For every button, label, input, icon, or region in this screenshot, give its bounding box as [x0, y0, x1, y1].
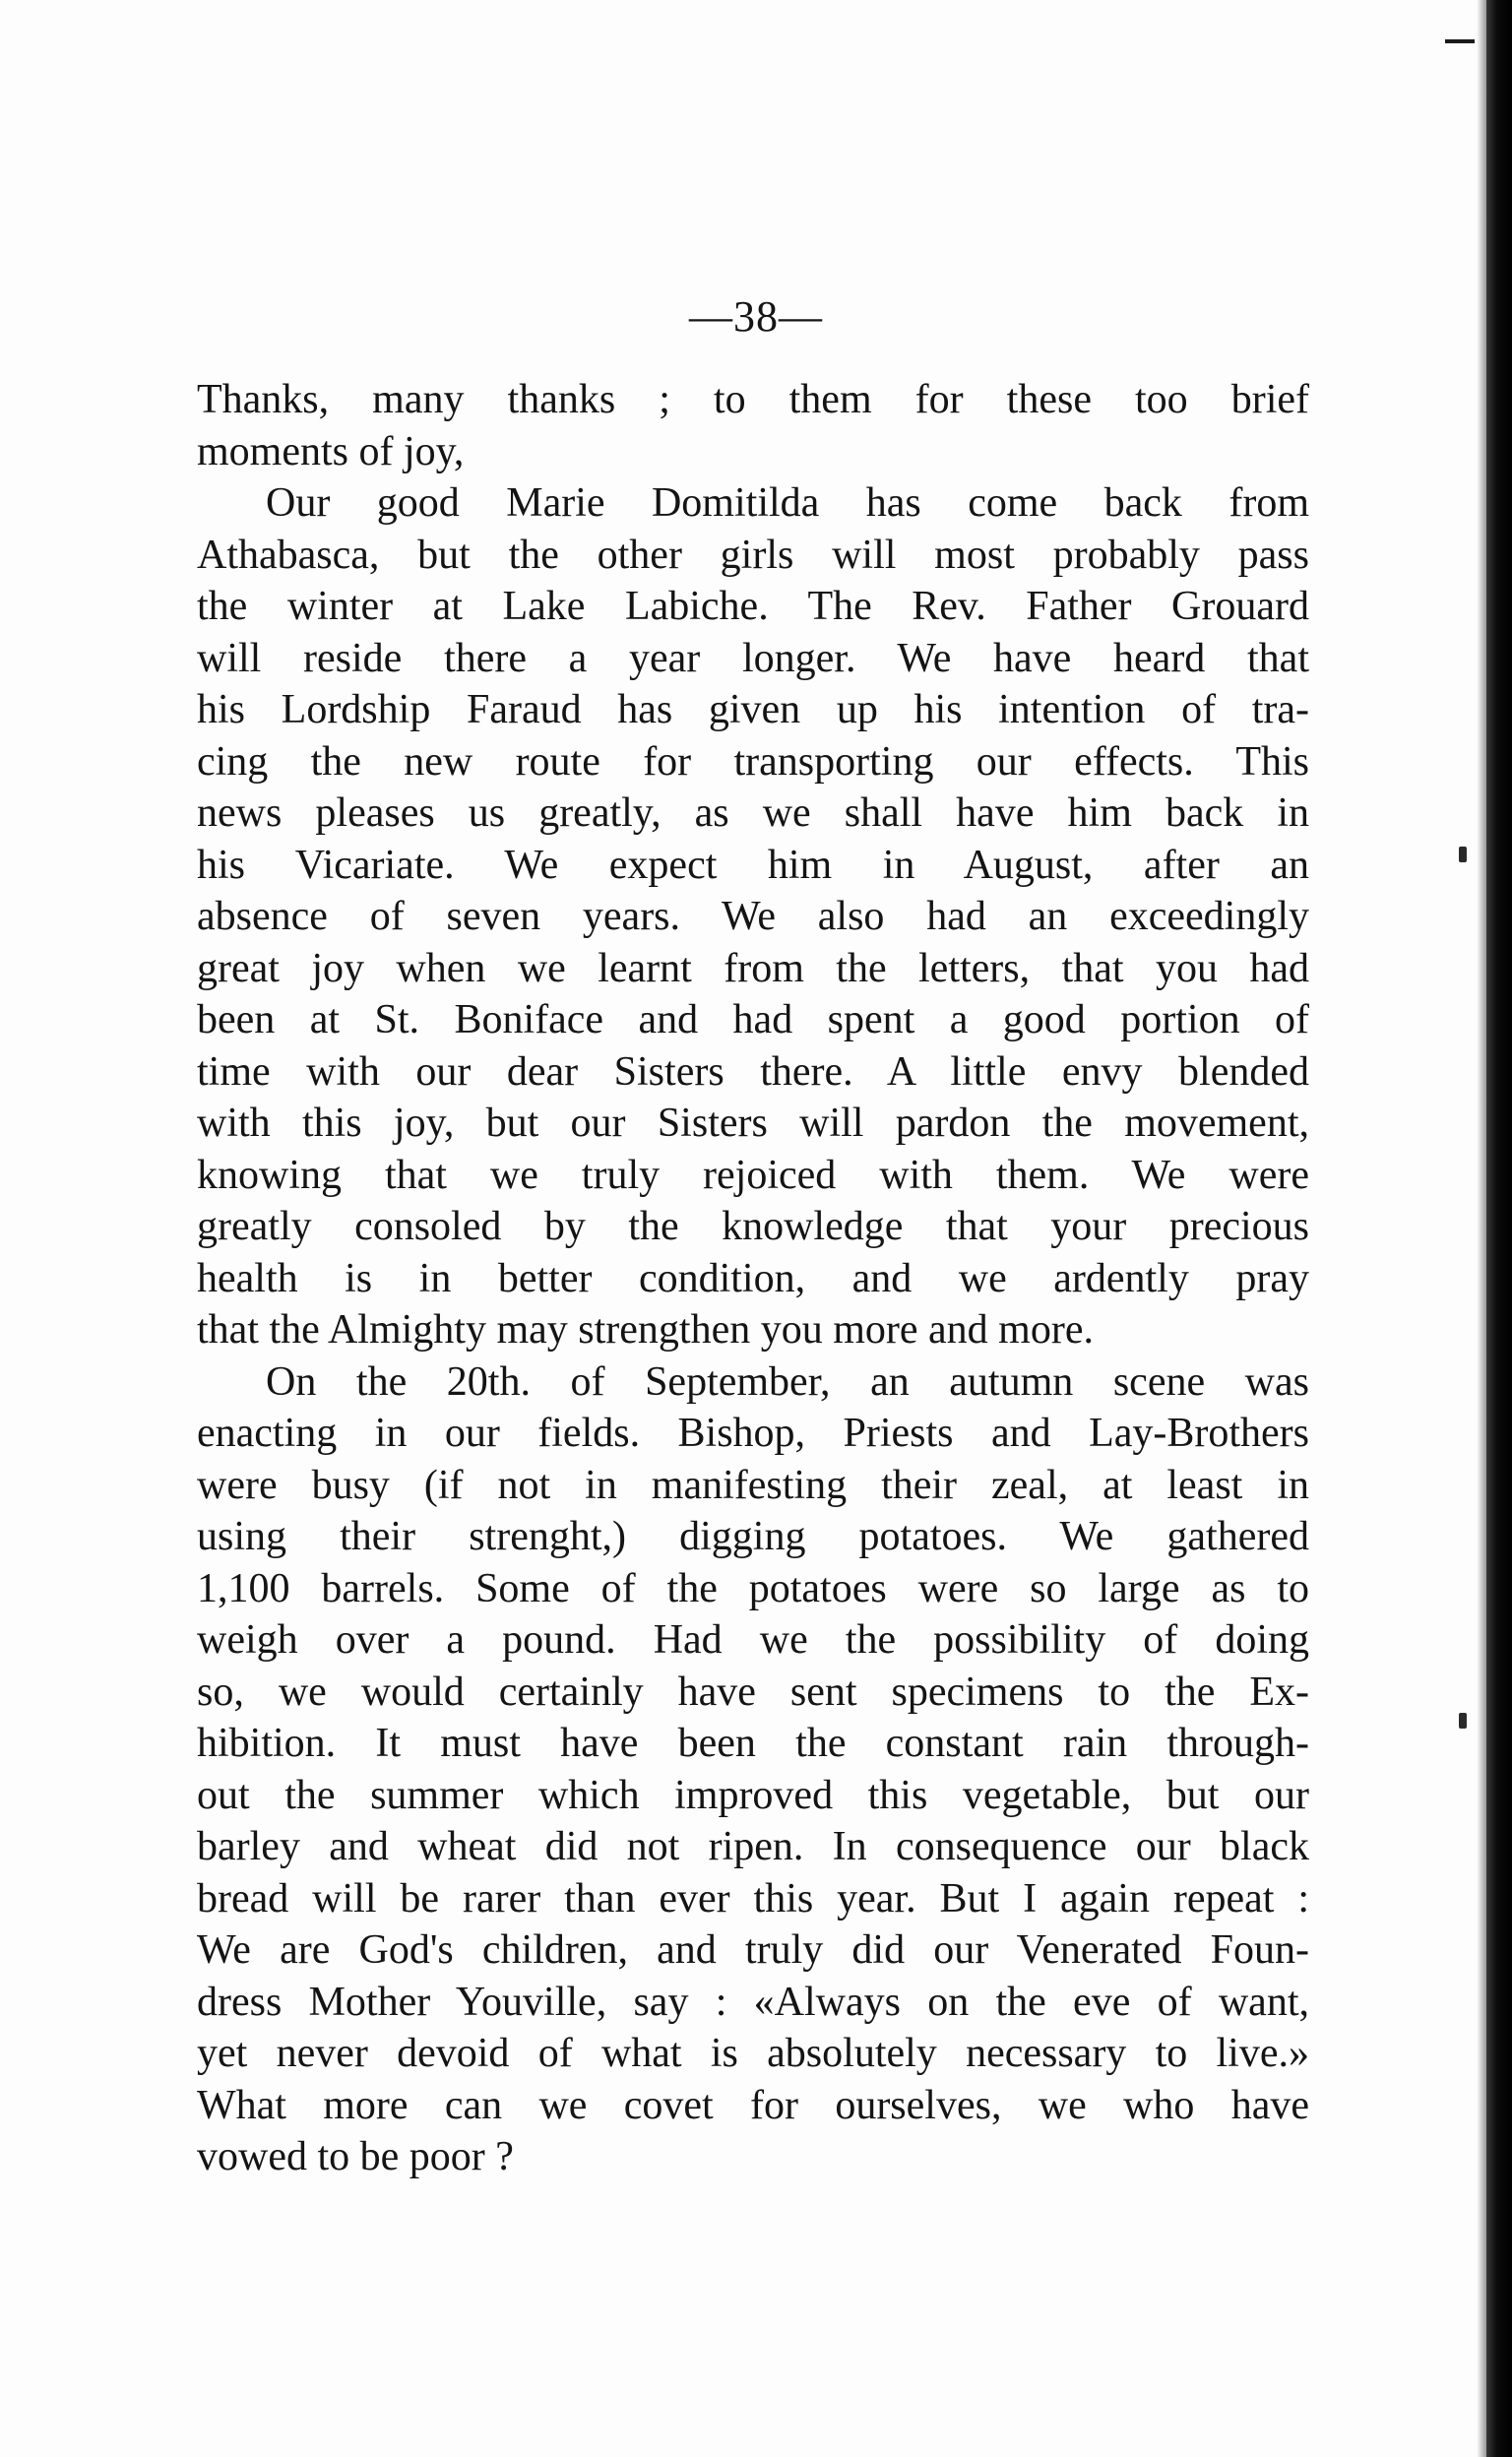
- text-line: greatly consoled by the knowledge that your precious: [197, 1204, 1309, 1249]
- text-line: with this joy, but our Sisters will pardon the movement,: [197, 1101, 1309, 1146]
- text-line: 1,100 barrels. Some of the potatoes were so large as to: [197, 1565, 1309, 1611]
- text-line: Our good Marie Domitilda has come back from: [266, 480, 1309, 526]
- margin-mark: [1459, 847, 1467, 862]
- text-line: time with our dear Sisters there. A little envy blended: [197, 1048, 1309, 1095]
- text-line: great joy when we learnt from the letters, that you had: [197, 945, 1309, 991]
- text-line: What more can we covet for ourselves, we who have: [197, 2082, 1309, 2128]
- text-line: that the Almighty may strengthen you more and more.: [197, 1307, 1094, 1353]
- text-line: out the summer which improved this vegetable, but our: [197, 1772, 1309, 1818]
- text-line: weigh over a pound. Had we the possibility of doing: [197, 1617, 1309, 1663]
- text-line: been at St. Boniface and had spent a good portion of: [197, 997, 1309, 1042]
- text-line: On the 20th. of September, an autumn scene was: [266, 1358, 1309, 1405]
- page-edge: [1477, 0, 1486, 2457]
- text-line: hibition. It must have been the constant rain through-: [197, 1721, 1309, 1766]
- body-text: [197, 374, 1309, 2183]
- margin-mark: [1459, 1713, 1467, 1729]
- text-line: yet never devoid of what is absolutely necessary to live.»: [197, 2031, 1309, 2076]
- text-line: his Vicariate. We expect him in August, after an: [197, 842, 1309, 888]
- text-line: dress Mother Youville, say : «Always on the eve of want,: [197, 1979, 1309, 2025]
- text-line: health is in better condition, and we ardently pray: [197, 1255, 1309, 1301]
- corner-mark: [1445, 39, 1475, 43]
- text-line: enacting in our fields. Bishop, Priests and Lay-Brothers: [197, 1411, 1309, 1456]
- text-line: bread will be rarer than ever this year. But I again repeat :: [197, 1875, 1309, 1922]
- text-line: barley and wheat did not ripen. In consequence our black: [197, 1824, 1309, 1869]
- text-line: using their strenght,) digging potatoes. We gathered: [197, 1514, 1309, 1559]
- page-number: —38—: [689, 292, 823, 341]
- text-line: knowing that we truly rejoiced with them. We were: [197, 1152, 1309, 1198]
- text-line: will reside there a year longer. We have heard that: [197, 635, 1309, 681]
- text-line: were busy (if not in manifesting their zeal, at least in: [197, 1462, 1309, 1508]
- text-line: Athabasca, but the other girls will most probably pass: [197, 532, 1309, 578]
- text-line: news pleases us greatly, as we shall have him back in: [197, 790, 1309, 836]
- text-line: We are God's children, and truly did our Venerated Foun-: [197, 1927, 1309, 1973]
- text-line: vowed to be poor ?: [197, 2134, 514, 2179]
- text-line: cing the new route for transporting our effects. This: [197, 738, 1309, 785]
- text-line: moments of joy,: [197, 428, 465, 474]
- text-line: Thanks, many thanks ; to them for these too brief: [197, 377, 1309, 422]
- text-line: the winter at Lake Labiche. The Rev. Father Grouard: [197, 584, 1309, 629]
- book-spine: [1486, 0, 1512, 2457]
- text-line: absence of seven years. We also had an exceedingly: [197, 894, 1309, 939]
- text-line: so, we would certainly have sent specimens to the Ex-: [197, 1669, 1309, 1715]
- text-line: his Lordship Faraud has given up his intention of tra-: [197, 687, 1309, 732]
